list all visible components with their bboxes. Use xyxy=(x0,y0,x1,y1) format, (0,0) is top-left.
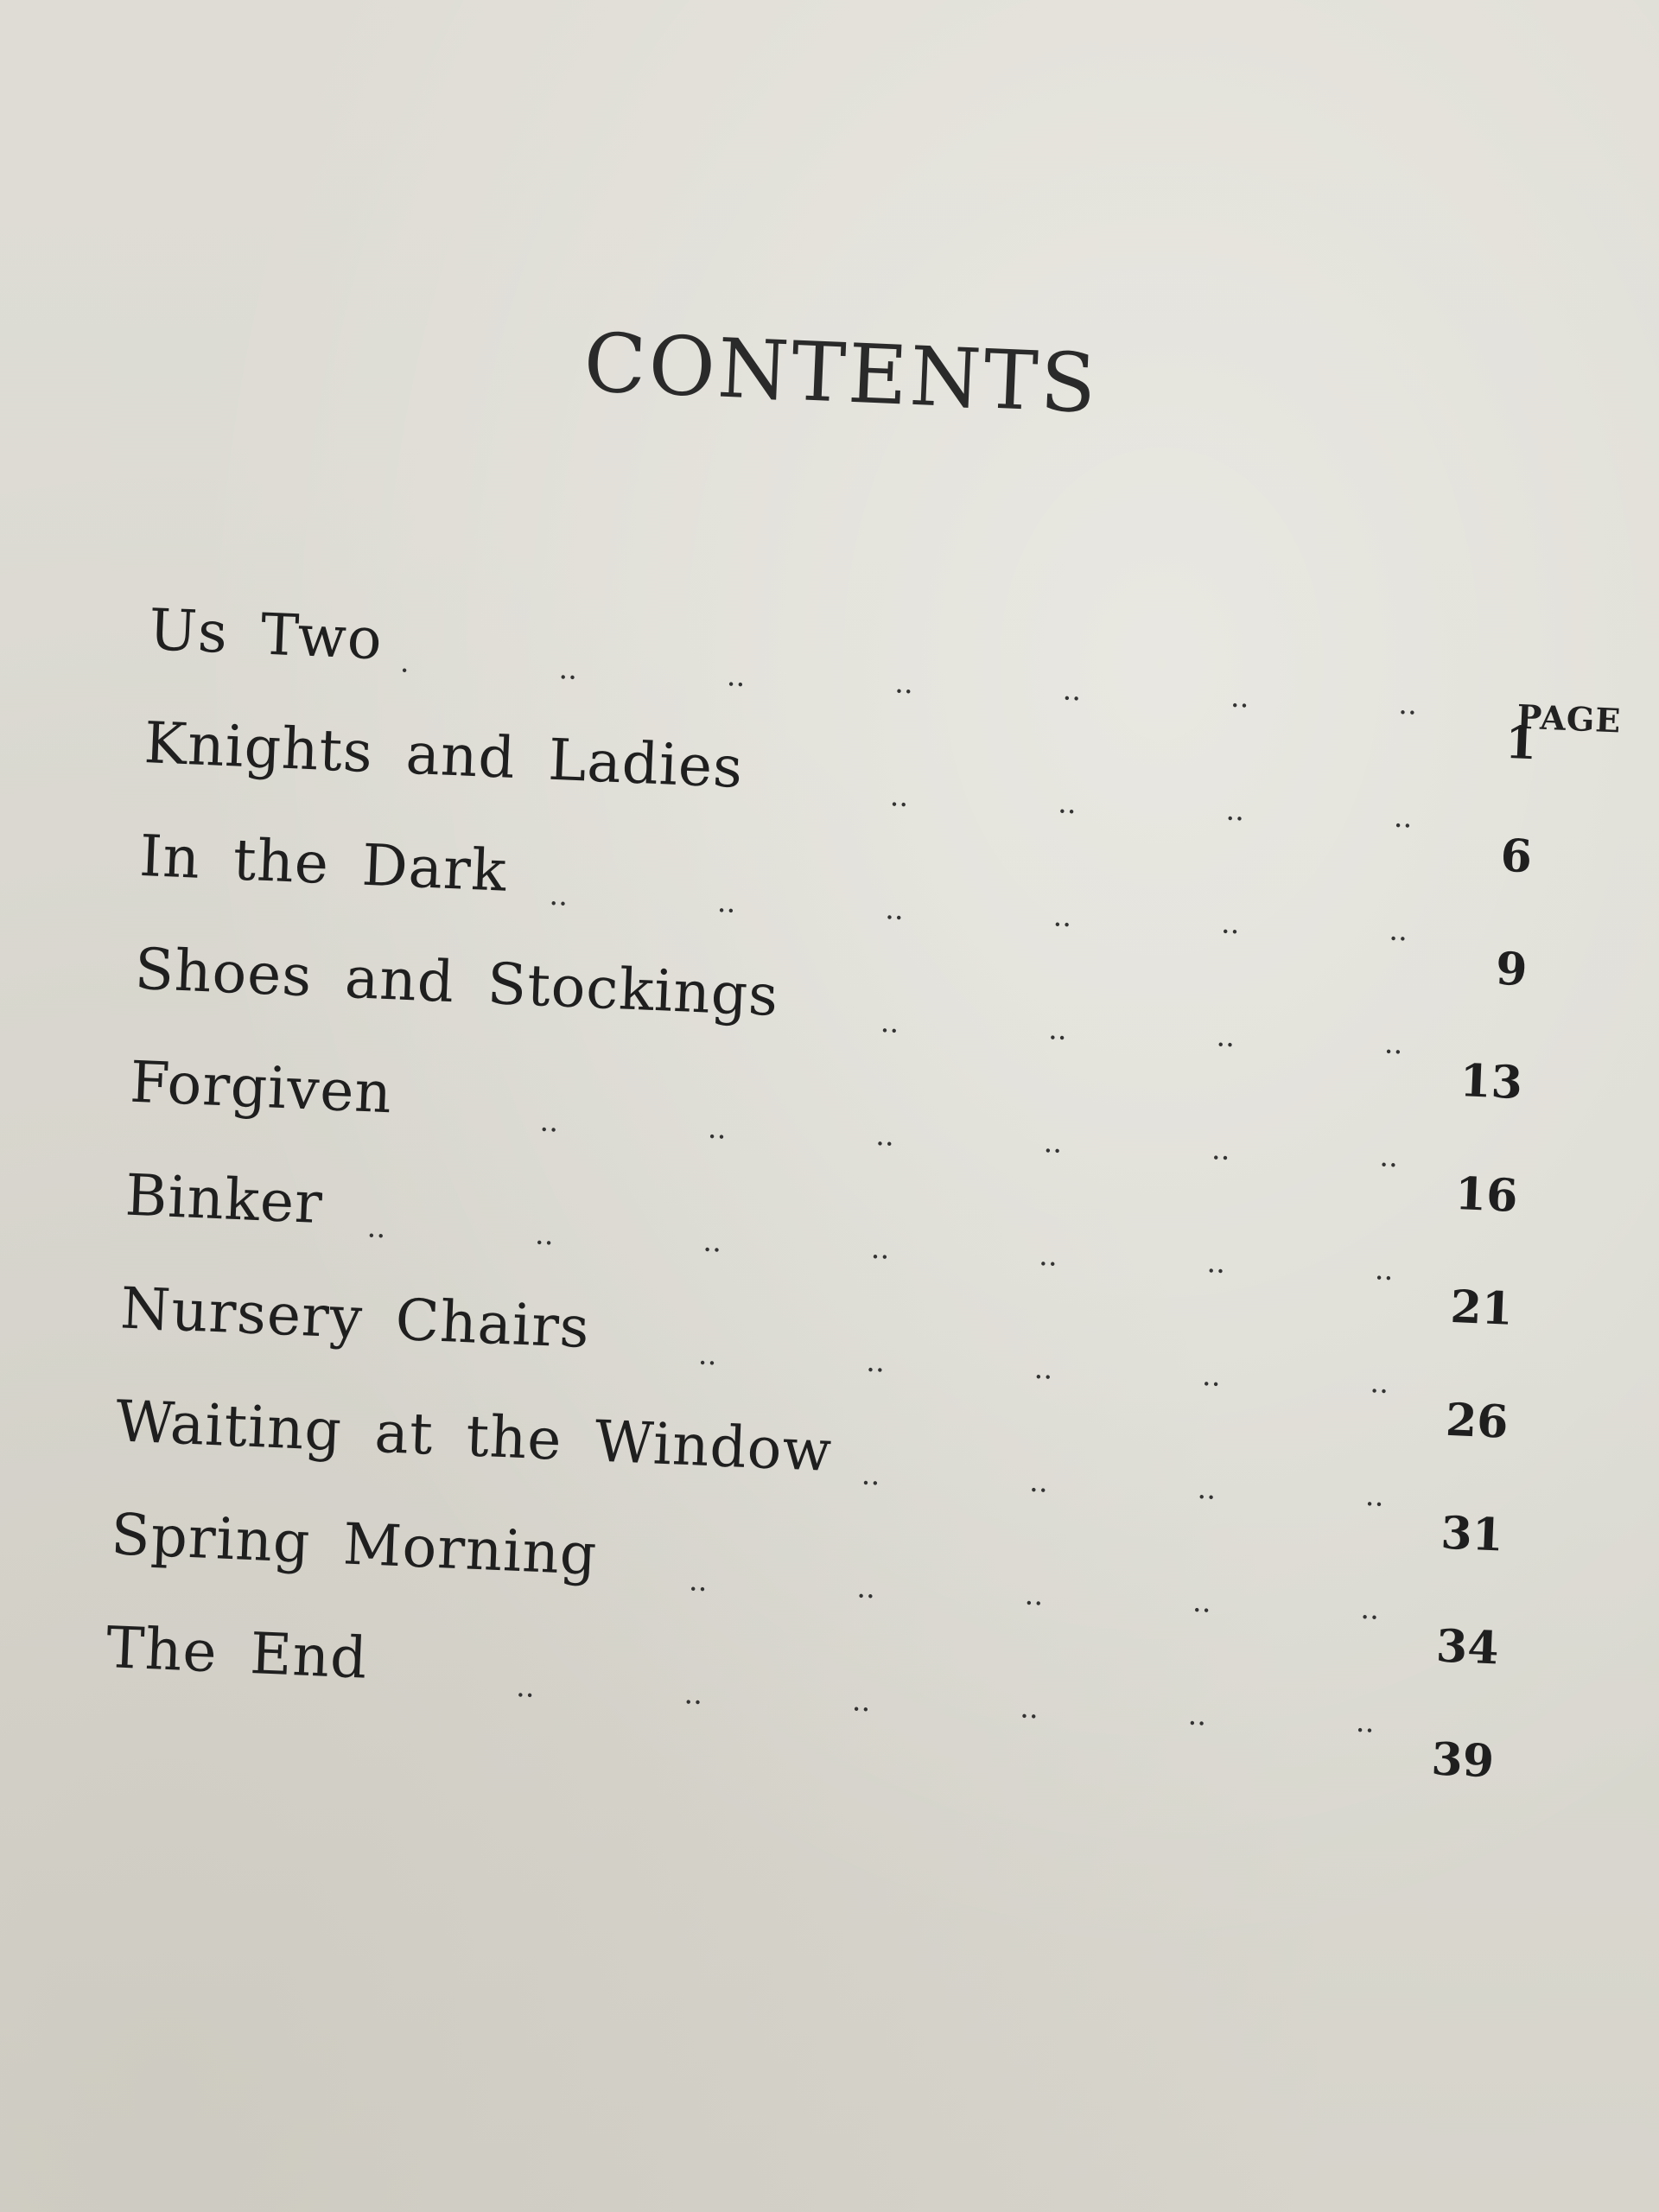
toc-entry-title: In the Dark xyxy=(137,822,509,905)
dot-leader xyxy=(386,1664,1375,1740)
dot-leader xyxy=(342,1209,1395,1287)
dot-leader xyxy=(762,773,1413,835)
dot-leader xyxy=(851,1457,1385,1514)
dot-leader xyxy=(616,1560,1380,1627)
toc-entry-title: Shoes and Stockings xyxy=(133,935,780,1029)
toc-entry-page: 26 xyxy=(1444,1393,1510,1449)
toc-entry-title: The End xyxy=(105,1614,369,1692)
toc-entry-page: 9 xyxy=(1494,942,1529,997)
toc-entry-page: 16 xyxy=(1453,1166,1519,1223)
contents-heading: CONTENTS xyxy=(582,315,1101,432)
toc-entry-page: 31 xyxy=(1440,1506,1505,1562)
dot-leader xyxy=(798,1001,1403,1061)
toc-entry-page: 21 xyxy=(1449,1280,1515,1336)
toc-entry-title: Knights and Ladies xyxy=(143,709,745,801)
toc-entry-page: 6 xyxy=(1499,829,1534,884)
toc-entry-title: Us Two xyxy=(147,596,385,673)
page-column-label: PAGE xyxy=(1516,696,1623,741)
toc-entry-title: Forgiven xyxy=(128,1048,394,1127)
toc-entry-title: Spring Morning xyxy=(109,1501,599,1588)
toc-entry-page: 1 xyxy=(1503,715,1538,771)
toc-entry-title: Nursery Chairs xyxy=(118,1274,592,1362)
toc-entry-page: 13 xyxy=(1459,1054,1524,1110)
dot-leader xyxy=(609,1333,1389,1401)
dot-leader xyxy=(526,877,1408,949)
toc-entry-title: Waiting at the Window xyxy=(114,1388,834,1484)
dot-leader xyxy=(402,645,1418,721)
toc-entry-title: Binker xyxy=(124,1161,325,1237)
table-of-contents xyxy=(103,596,1540,1789)
toc-entry-page: 39 xyxy=(1430,1732,1496,1789)
dot-leader xyxy=(411,1098,1399,1174)
toc-entry-page: 34 xyxy=(1434,1619,1500,1675)
